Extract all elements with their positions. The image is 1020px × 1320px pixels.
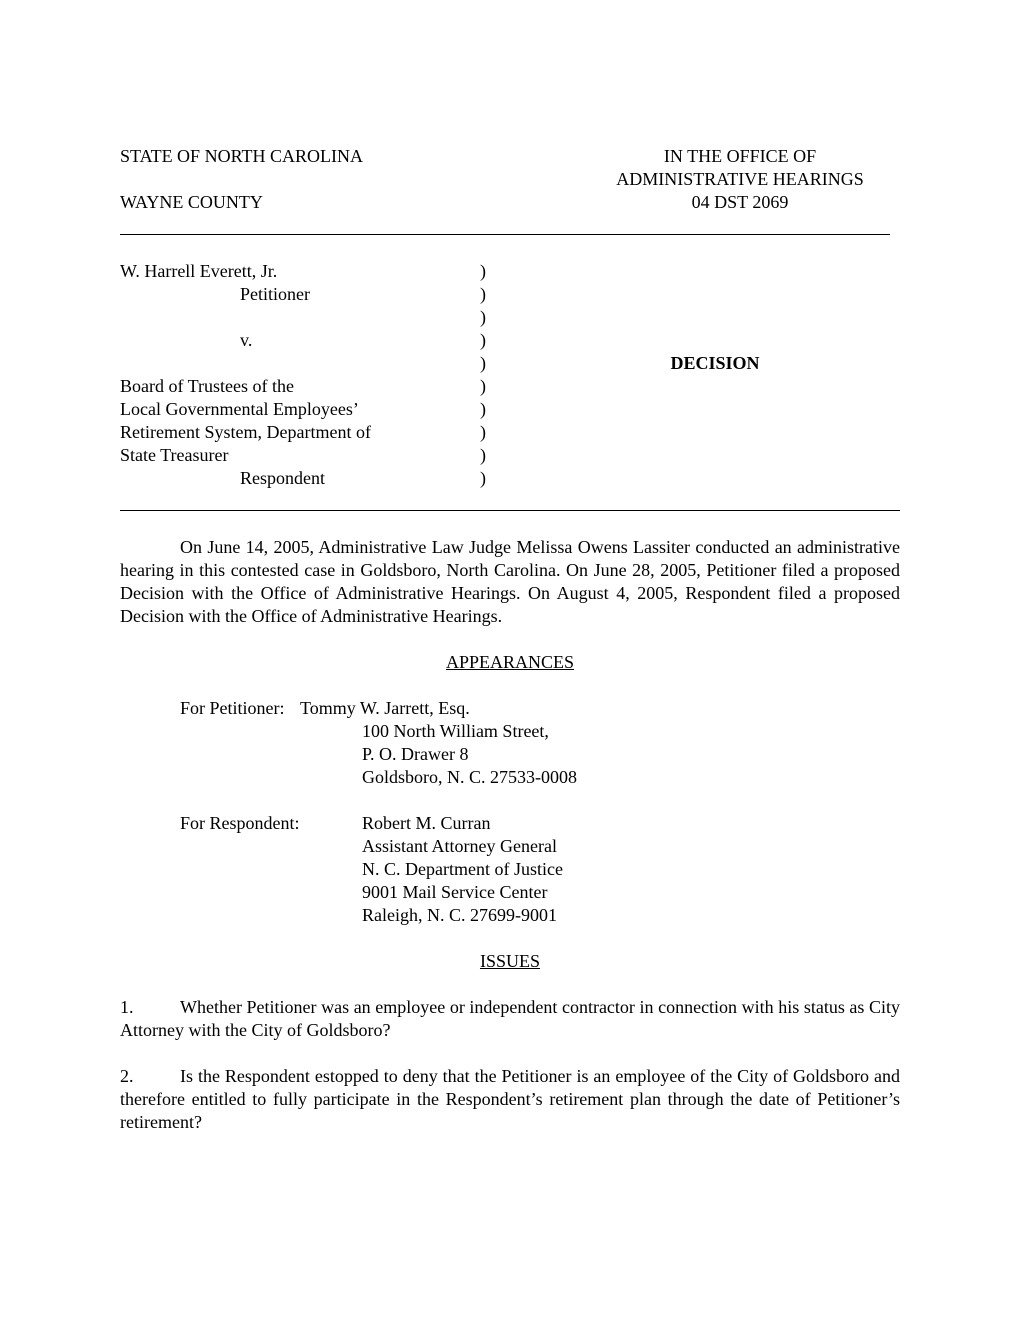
issues-heading: ISSUES [479, 951, 541, 971]
issue-item [120, 1065, 900, 1134]
caption-paren: ) [480, 307, 486, 327]
header-divider [120, 234, 890, 235]
respondent-line: State Treasurer [120, 445, 229, 465]
respondent-counsel-line: N. C. Department of Justice [362, 859, 563, 879]
appearances-heading: APPEARANCES [445, 652, 575, 672]
caption-divider [120, 510, 900, 511]
petitioner-counsel-line: Goldsboro, N. C. 27533-0008 [362, 767, 577, 787]
caption-paren: ) [480, 261, 486, 281]
issue-number: 2. [120, 1066, 134, 1086]
caption-paren: ) [480, 284, 486, 304]
case-number: 04 DST 2069 [691, 192, 789, 212]
petitioner-role: Petitioner [240, 284, 310, 304]
issue-number: 1. [120, 997, 134, 1017]
caption-paren: ) [480, 468, 486, 488]
petitioner-name: W. Harrell Everett, Jr. [120, 261, 278, 281]
county-heading: WAYNE COUNTY [120, 192, 263, 212]
issue-text: Is the Respondent estopped to deny that the Petitioner is an employee of the City of Goldsboro and therefore entitled to fully participate in the Respondent’s retirement plan through the date of Petitioner’s retirement? [120, 1066, 900, 1132]
issue-item [120, 996, 900, 1042]
versus: v. [240, 330, 253, 350]
state-heading: STATE OF NORTH CAROLINA [120, 146, 363, 166]
caption-paren: ) [480, 376, 486, 396]
respondent-counsel-line: Raleigh, N. C. 27699-9001 [362, 905, 557, 925]
caption-paren: ) [480, 422, 486, 442]
respondent-counsel-line: Assistant Attorney General [362, 836, 557, 856]
office-heading-line1: IN THE OFFICE OF [663, 146, 817, 166]
caption-paren: ) [480, 445, 486, 465]
petitioner-counsel-label: For Petitioner: [180, 698, 285, 718]
respondent-line: Local Governmental Employees’ [120, 399, 359, 419]
respondent-counsel-label: For Respondent: [180, 813, 300, 833]
caption-paren: ) [480, 399, 486, 419]
document-type: DECISION [670, 353, 760, 373]
office-heading-line2: ADMINISTRATIVE HEARINGS [616, 169, 864, 189]
issue-text: Whether Petitioner was an employee or independent contractor in connection with his status as City Attorney with the City of Goldsboro? [120, 997, 900, 1040]
respondent-counsel-line: Robert M. Curran [362, 813, 491, 833]
petitioner-counsel-line: Tommy W. Jarrett, Esq. [300, 698, 470, 718]
caption-paren: ) [480, 353, 486, 373]
petitioner-counsel-line: 100 North William Street, [362, 721, 549, 741]
respondent-counsel-line: 9001 Mail Service Center [362, 882, 548, 902]
respondent-line: Retirement System, Department of [120, 422, 371, 442]
petitioner-counsel-line: P. O. Drawer 8 [362, 744, 469, 764]
caption-paren: ) [480, 330, 486, 350]
respondent-role: Respondent [240, 468, 325, 488]
intro-paragraph: On June 14, 2005, Administrative Law Judge Melissa Owens Lassiter conducted an administrative hearing in this contested case in Goldsboro, North Carolina. On June 28, 2005, Petitioner filed a proposed Decision with the Office of Administrative Hearings. On August 4, 2005, Respondent filed a proposed Decision with the Office of Administrative Hearings. [120, 537, 900, 626]
respondent-line: Board of Trustees of the [120, 376, 294, 396]
